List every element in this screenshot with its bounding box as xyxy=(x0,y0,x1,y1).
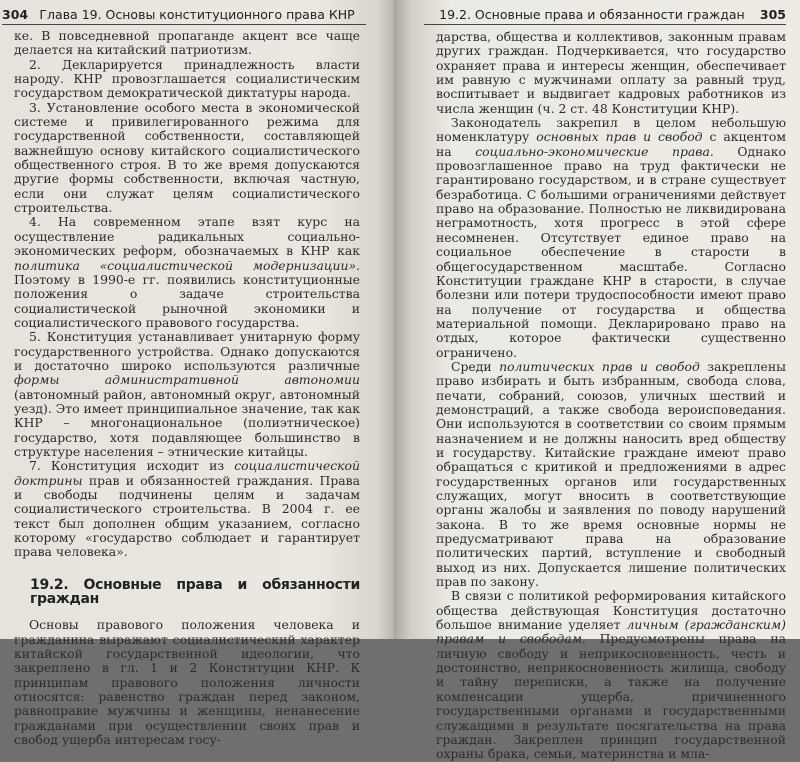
italic-term: политика «социалистической модернизации» xyxy=(14,257,357,273)
paragraph-p-item5 xyxy=(14,330,360,459)
left-page-body xyxy=(14,29,360,748)
paragraph-p-item3 xyxy=(14,101,360,216)
italic-term: личным (гражданским) правам и свободам xyxy=(436,617,786,647)
right-paragraphs xyxy=(436,30,786,762)
text-run: 3. Установление особого места в экономической системе и привилегированного режима для государственной собственности, составляющей важнейшую основу китайского социалистического общественного строя. В то же время допускаются другие формы собственности, включая частную, если они служат целям социалистического строительства. xyxy=(14,99,360,216)
text-run: Основы правового положения человека и гражданина выражают социалистический характер китайской государственной идеологии, что закреплено в гл. 1 и 2 Конституции КНР. К принципам правового положения личности относятся: равенство граждан перед законом, равноправие мужчины и женщины, ненанесение гражданами при осуществлении своих прав и свобод ущерба интересам госу- xyxy=(14,617,360,748)
paragraph-p-political xyxy=(436,360,786,590)
text-run: Среди xyxy=(451,358,500,374)
right-running-head xyxy=(424,4,786,25)
right-page xyxy=(394,0,800,762)
text-run: прав и обязанностей граждания. Права и свободы подчинены целям и задачам социалистического строительства. В 2004 г. ее текст был дополнен общим указанием, согласно которому «государство соблюдает и гарантирует права человека». xyxy=(14,472,360,560)
left-paragraphs xyxy=(14,29,360,560)
text-run: 5. Конституция устанавливает унитарную форму государственного устройства. Однако допускаются и достаточно широко используются различные xyxy=(14,329,360,373)
left-running-head-title: Глава 19. Основы конституционного права КНР xyxy=(39,6,355,22)
text-run: . Предусмотрены права на личную свободу и неприкосновенность, честь и достоинство, неприкосновенность жилища, свободу и тайну переписки, а также на получение компенсации ущерба, причиненного государственными органами и государственными служащими в результате посягательства на права граждан. Закреплен принцип государственной охраны брака, семьи, материнства и мла- xyxy=(436,631,786,762)
right-page-number: 305 xyxy=(759,6,786,22)
text-run: с акцентом на xyxy=(436,129,786,159)
paragraph-p-cont-top xyxy=(14,29,360,58)
text-run: дарства, общества и коллективов, законным правам других граждан. Подчеркивается, что государство охраняет права и интересы женщин, обеспечивает им равную с мужчинами оплату за равный труд, воспитывает и выдвигает кадровых работников из числа женщин (ч. 2 ст. 48 Конституции КНР). xyxy=(436,29,786,116)
left-running-head xyxy=(2,4,366,25)
text-run: . Однако провозглашенное право на труд фактически не гарантировано государством, и в стране существует безработица. С большими ограничениями действует право на образование. Полностью не ликвидирована неграмотность, хотя прогресс в этой сфере несомненен. Отсутствует единое право на социальное обеспечение в старости в общегосударственном масштабе. Согласно Конституции граждане КНР в старости, в случае болезни или потери трудоспособности имеют право на получение от государства и общества материальной помощи. Декларировано право на отдых, которое фактически существенно ограничено. xyxy=(436,143,786,360)
right-running-head-title: 19.2. Основные права и обязанности граждан xyxy=(439,6,745,22)
text-run: . Поэтому в 1990-е гг. появились конституционные положения о задаче строительства социалистической рыночной экономики и социалистического правового государства. xyxy=(14,257,360,330)
italic-term: основных прав и свобод xyxy=(536,129,703,145)
paragraph-p-item4 xyxy=(14,215,360,330)
paragraph-p-section-intro xyxy=(14,618,360,747)
paragraph-p-cont-top-r xyxy=(436,30,786,116)
left-paragraphs-after xyxy=(14,618,360,747)
text-run: 7. Конституция исходит из xyxy=(29,458,235,474)
text-run: 4. На современном этапе взят курс на осуществление радикальных социально-экономических реформ, обозначаемых в КНР как xyxy=(14,214,360,259)
italic-term: политических прав и свобод xyxy=(499,358,700,374)
paragraph-p-reform xyxy=(436,589,786,761)
paragraph-p-legislator xyxy=(436,116,786,360)
text-run: (автономный район, автономный округ, автономный уезд). Это имеет принципиальное значение, так как КНР – многонациональное (полиэтническое) государство, хотя подавляющее большинство в структуре населения – этнические китайцы. xyxy=(14,386,360,459)
italic-term: формы административной автономии xyxy=(14,372,360,388)
text-run: Законодатель закрепил в целом небольшую номенклатуру xyxy=(436,115,786,145)
right-page-body xyxy=(436,30,786,762)
text-run: закреплены право избирать и быть избранным, свобода слова, печати, собраний, союзов, уличных шествий и демонстраций, а также свобода вероисповедания. Они используются в соответствии со своим прямым назначением и не должны наносить вред обществу и государству. Китайские граждане имеют право обращаться с критикой и предложениями в адрес государственных органов или государственных служащих, могут вносить в соответствующие органы жалобы и заявления по поводу нарушений закона. В то же время основные нормы не предусматривают права на образование политических партий, вступление и свободный выход из них. Допускается лишение политических прав по закону. xyxy=(436,358,786,590)
left-page-number: 304 xyxy=(2,6,29,22)
text-run: В связи с политикой реформирования китайского общества действующая Конституция достаточно большое внимание уделяет xyxy=(436,588,786,633)
text-run: ке. В повседневной пропаганде акцент все чаще делается на китайский патриотизм. xyxy=(14,28,360,58)
paragraph-p-item2 xyxy=(14,58,360,101)
italic-term: социалистической доктрины xyxy=(14,458,360,488)
left-page xyxy=(0,0,394,748)
text-run: 2. Декларируется принадлежность власти народу. КНР провозглашается социалистическим государством демократической диктатуры народа. xyxy=(14,56,360,101)
section-heading: 19.2. Основные права и обязанности граждан xyxy=(30,576,360,608)
italic-term: социально-экономические права xyxy=(475,143,710,159)
paragraph-p-item7 xyxy=(14,459,360,559)
